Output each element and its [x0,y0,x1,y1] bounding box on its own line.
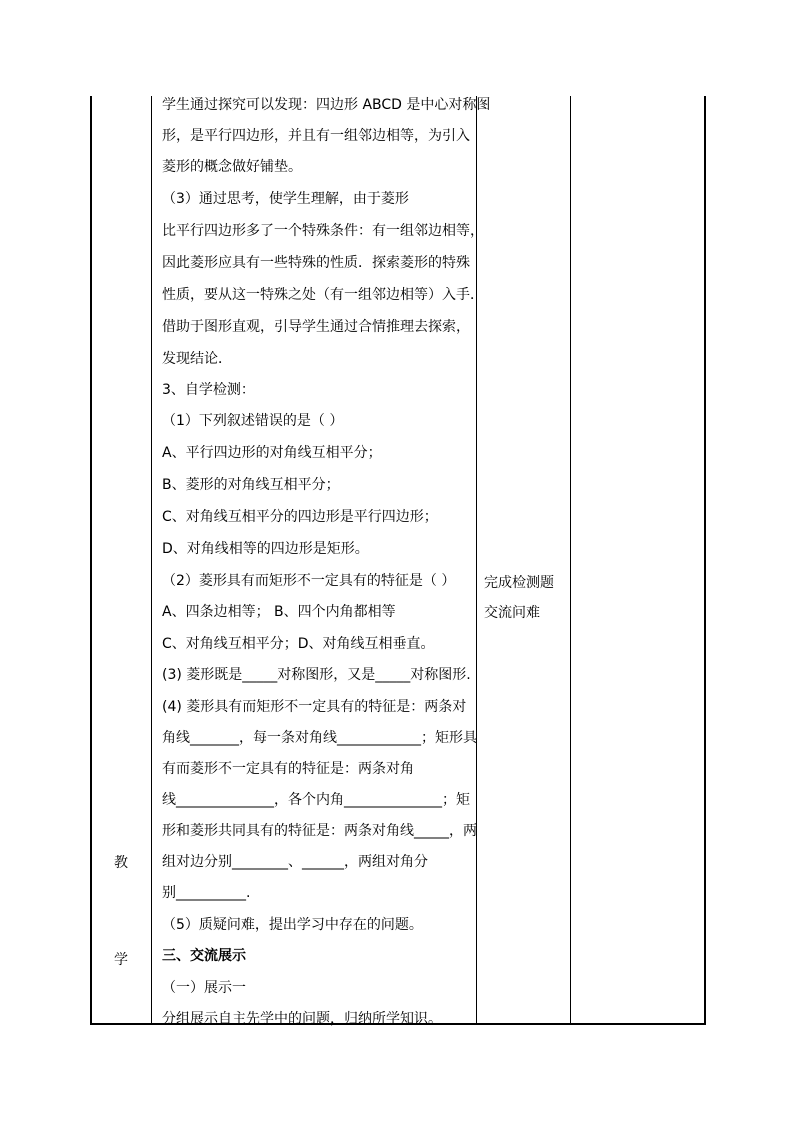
text-line: 别__________. [162,885,251,901]
text-line: C、对角线互相平分的四边形是平行四边形； [162,509,438,525]
text-line: 三、交流展示 [162,948,246,964]
text-line: 性质，要从这一特殊之处（有一组邻边相等）入手． [162,287,484,303]
text-line: 角线_______，每一条对角线____________；矩形具 [162,730,477,746]
text-line: (4) 菱形具有而矩形不一定具有的特征是：两条对 [162,699,467,715]
text-line: 学生通过探究可以发现：四边形 ABCD 是中心对称图 [162,97,491,113]
text-line: 比平行四边形多了一个特殊条件：有一组邻边相等， [162,223,484,239]
text-line: 有而菱形不一定具有的特征是：两条对角 [162,761,414,777]
text-line: 形，是平行四边形，并且有一组邻边相等，为引入 [162,128,470,144]
text-line: D、对角线相等的四边形是矩形。 [162,541,369,557]
text-line: 借助于图形直观，引导学生通过合情推理去探索， [162,319,470,335]
text-line: 线______________，各个内角______________；矩 [162,792,470,808]
text-line: 组对边分别________、______，两组对角分 [162,854,428,870]
text-line: 分组展示自主先学中的问题，归纳所学知识。 [162,1011,442,1027]
table-divider-1 [151,96,152,1025]
table-border-left [90,96,92,1025]
text-line: 3、自学检测： [162,382,255,398]
activity-line-1: 完成检测题 [484,575,554,591]
text-line: C、对角线互相平分；D、对角线互相垂直。 [162,636,435,652]
text-line: （3）通过思考，使学生理解，由于菱形 [162,191,409,207]
text-line: （5）质疑问难，提出学习中存在的问题。 [162,917,423,933]
text-line: A、平行四边形的对角线互相平分； [162,445,382,461]
text-line: 发现结论． [162,351,232,367]
left-column-char-2: 学 [114,952,128,968]
activity-line-2: 交流问难 [484,605,540,621]
text-line: 因此菱形应具有一些特殊的性质．探索菱形的特殊 [162,255,470,271]
table-border-right [704,96,706,1025]
text-line: （一）展示一 [162,980,246,996]
text-line: （1）下列叙述错误的是（ ） [162,413,344,429]
text-line: 菱形的概念做好铺垫。 [162,159,302,175]
text-line: B、菱形的对角线互相平分； [162,477,340,493]
left-column-char-1: 教 [114,855,128,871]
table-divider-3 [570,96,571,1025]
text-line: (3) 菱形既是_____对称图形，又是_____对称图形. [162,667,471,683]
text-line: A、四条边相等； B、四个内角都相等 [162,604,396,620]
text-line: （2）菱形具有而矩形不一定具有的特征是（ ） [162,573,456,589]
text-line: 形和菱形共同具有的特征是：两条对角线_____，两 [162,823,477,839]
